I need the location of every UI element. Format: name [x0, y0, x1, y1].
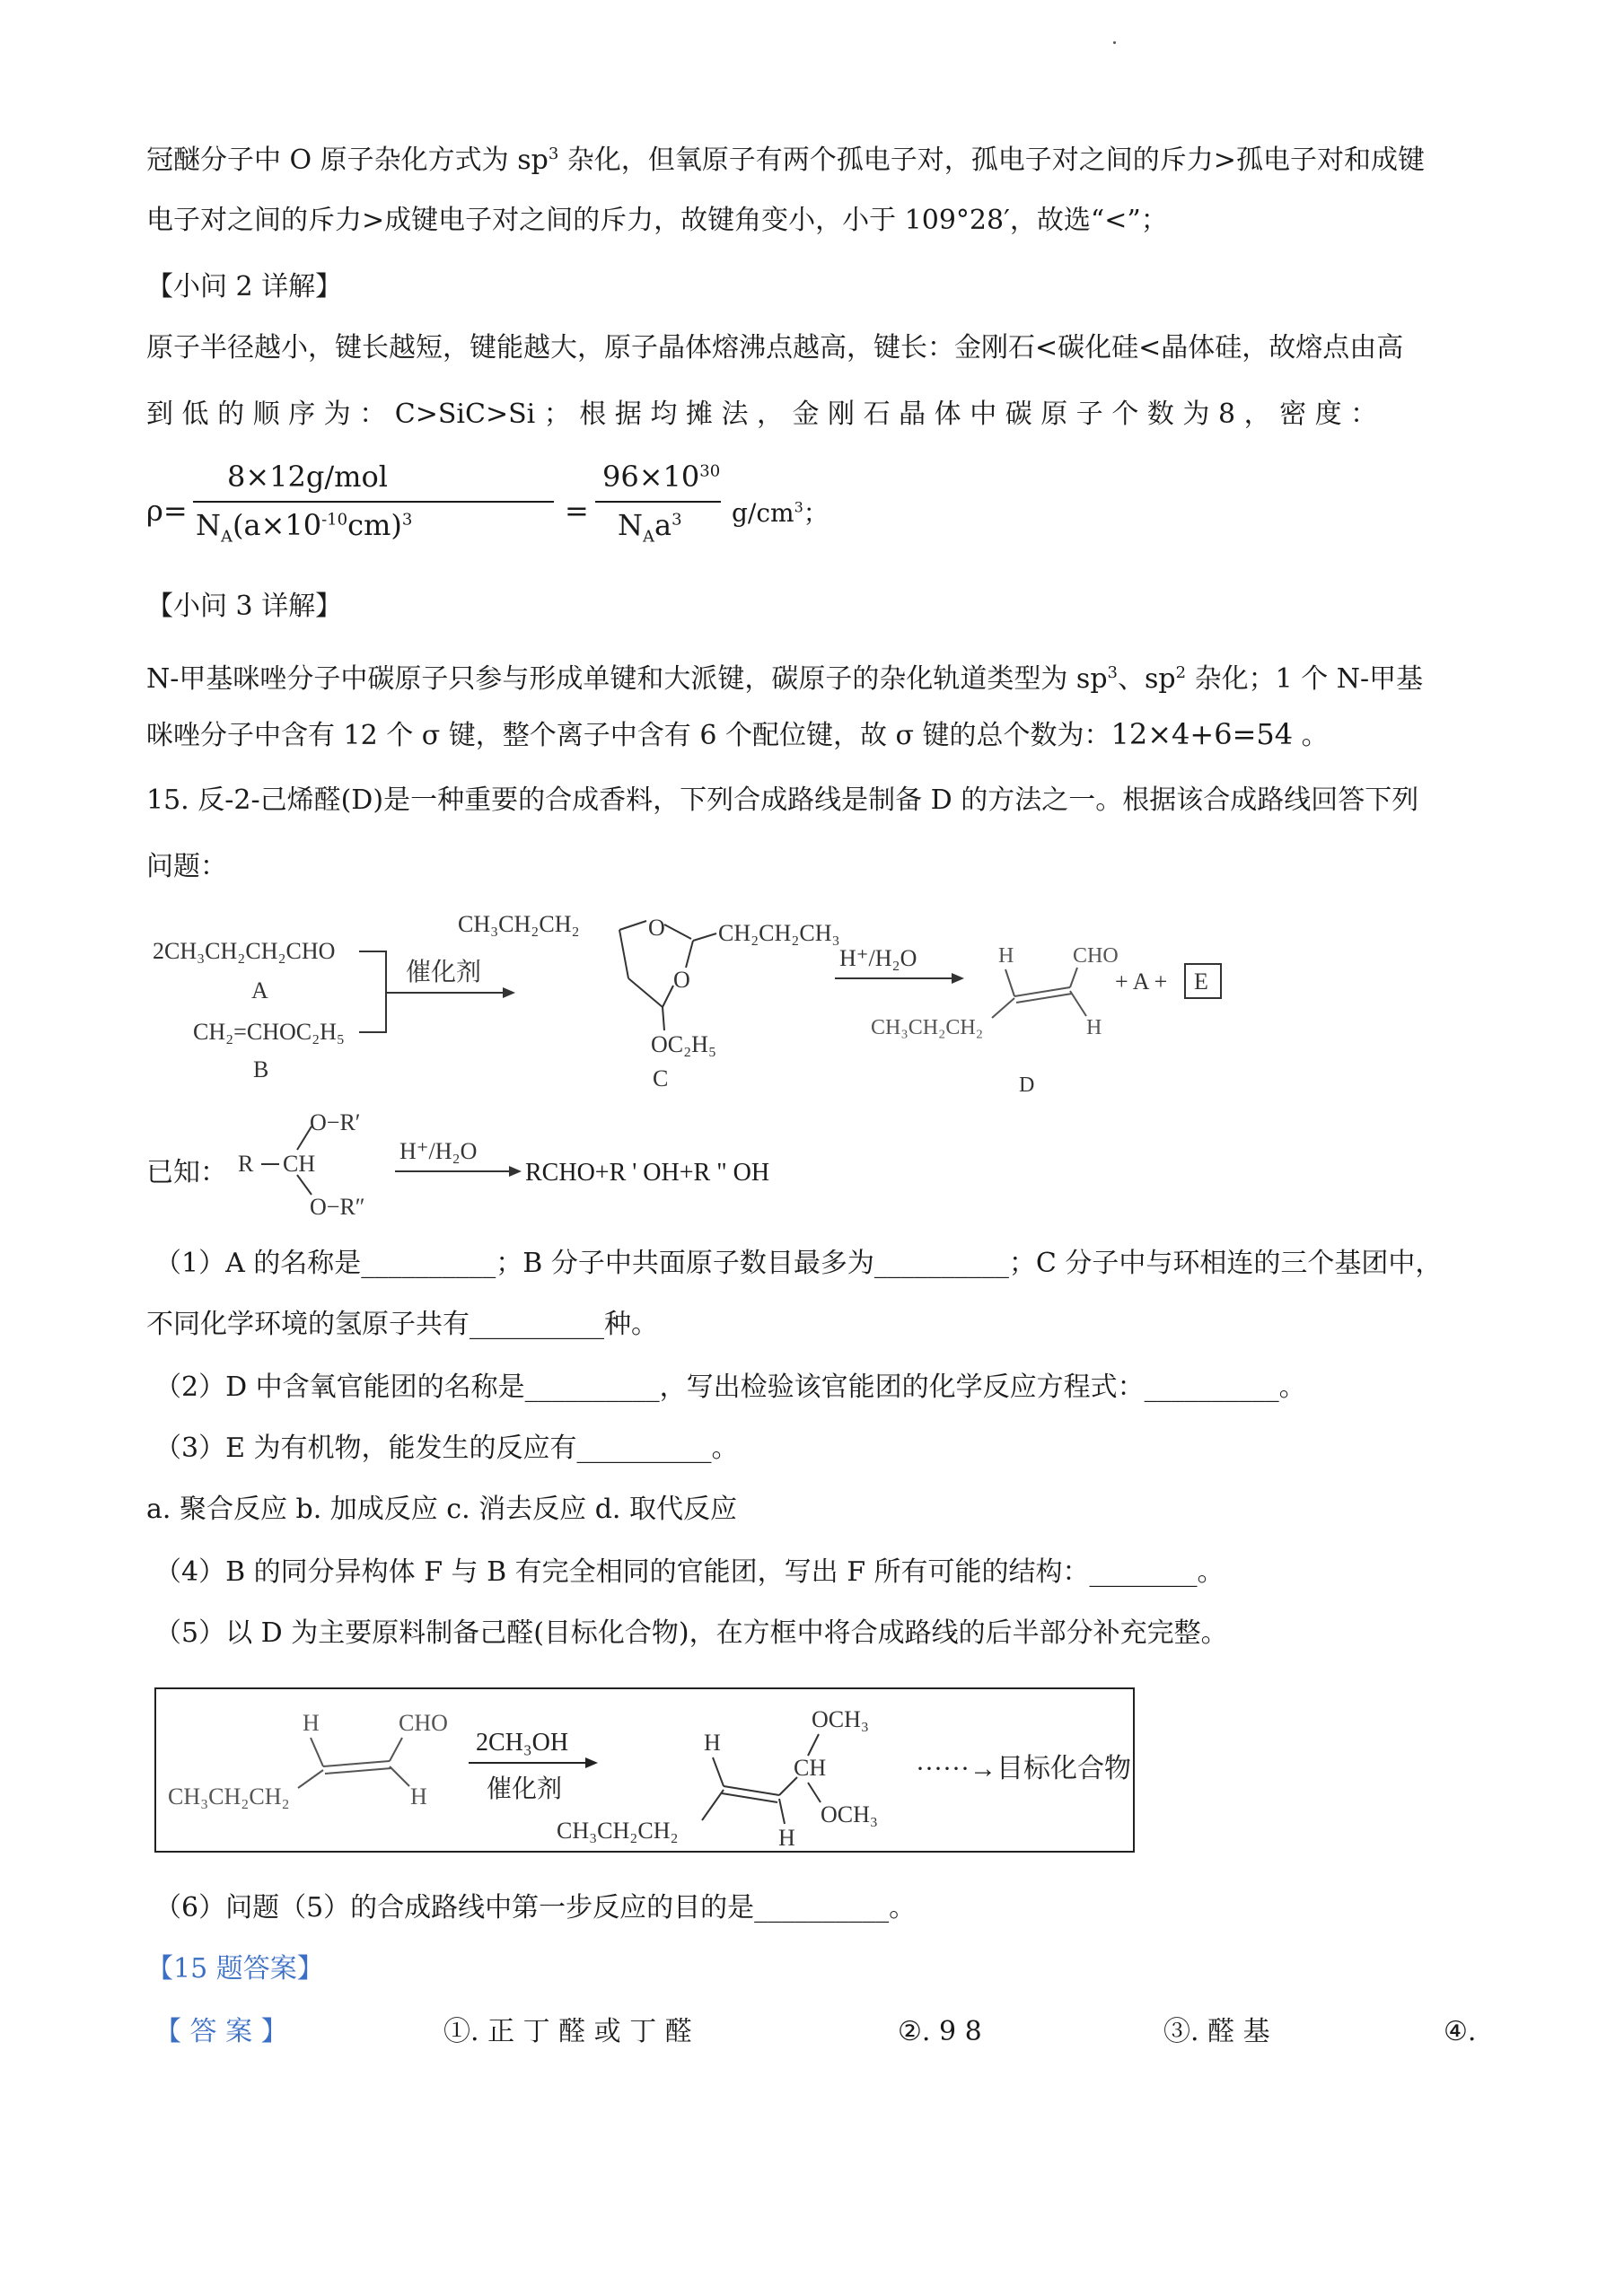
box-bond3	[390, 1766, 409, 1786]
known-label: 已知：	[146, 1157, 227, 1188]
arrow2-head	[952, 973, 964, 984]
known-arrow-label: H⁺/H₂O	[399, 1138, 478, 1164]
box-catalyst: 催化剂	[487, 1775, 563, 1803]
known-products: RCHO+R ' OH+R " OH	[525, 1159, 770, 1187]
frac1-den-end: cm)	[347, 508, 402, 542]
sec3-heading: 【小问 3 详解】	[146, 591, 343, 622]
box-arrow-head	[585, 1757, 598, 1768]
box-p-dbl2	[722, 1793, 777, 1802]
box-reagent: 2CH₃OH	[476, 1729, 569, 1757]
q5: （5）以 D 为主要原料制备己醛(目标化合物)，在方框中将合成路线的后半部分补充完整。	[154, 1617, 1228, 1649]
known-arrow-head	[509, 1166, 522, 1177]
box-p-bond1	[713, 1757, 724, 1786]
d-h2: H	[1086, 1016, 1102, 1039]
page-dot	[1113, 41, 1116, 44]
scheme-arrow2-label: H⁺/H₂O	[839, 945, 917, 971]
sec3-sup2: 2	[1175, 663, 1187, 682]
box-p-dbl1	[724, 1786, 779, 1795]
box-cho: CHO	[399, 1710, 448, 1736]
p1-line2: 电子对之间的斥力>成键电子对之间的斥力，故键角变小，小于 109°28′，故选“<”；	[146, 205, 1168, 236]
sec3-l1-c: 杂化；1 个 N-甲基	[1186, 663, 1424, 695]
q6: （6）问题（5）的合成路线中第一步反应的目的是__________。	[154, 1892, 917, 1924]
box-dbl2	[325, 1768, 391, 1774]
box-h2: H	[410, 1783, 427, 1810]
d-bond2	[1070, 968, 1077, 987]
p1-line1	[146, 135, 1425, 180]
unit-main: g/cm	[732, 498, 794, 528]
sec3-l2-c: 。	[1293, 720, 1329, 751]
box-dbl1	[323, 1761, 390, 1766]
sec3-sup1: 3	[1107, 663, 1118, 682]
d-h1: H	[998, 944, 1014, 968]
q1-line2: 不同化学环境的氢原子共有__________种。	[146, 1309, 658, 1340]
sec3-l1-b: 、sp	[1117, 663, 1176, 695]
d-bond4	[992, 998, 1014, 1018]
frac1-den	[196, 508, 412, 546]
sec2-heading: 【小问 2 详解】	[146, 271, 343, 302]
d-cho: CHO	[1073, 944, 1119, 968]
frac2-den	[618, 508, 682, 546]
unit-pow: 3	[794, 498, 803, 516]
rho: ρ=	[146, 494, 188, 528]
equals: =	[565, 494, 589, 528]
answer-heading: 【15 题答案】	[146, 1953, 324, 1985]
sec3-l1-a: N-甲基咪唑分子中碳原子只参与形成单键和大派键，碳原子的杂化轨道类型为 sp	[146, 663, 1108, 695]
arrow1-head	[503, 987, 515, 998]
box-p-chain: CH₃CH₂CH₂	[557, 1818, 679, 1844]
box-p-bond2	[779, 1777, 797, 1795]
q3-options: a. 聚合反应 b. 加成反应 c. 消去反应 d. 取代反应	[146, 1494, 737, 1525]
d-label: D	[1019, 1074, 1035, 1097]
box-bond2	[390, 1738, 402, 1761]
e-box-label: E	[1194, 968, 1208, 995]
q15-line2: 问题：	[146, 851, 227, 882]
answer-3: ③. 醛 基	[1163, 2016, 1270, 2047]
c-bond6	[619, 930, 628, 978]
frac2-den-pow: 3	[672, 510, 682, 530]
c-bond5	[628, 978, 663, 1007]
scheme-a-label: A	[251, 977, 268, 1003]
scheme-catalyst: 催化剂	[406, 959, 482, 986]
box-p-h2: H	[778, 1825, 795, 1851]
sp3-sup: 3	[548, 145, 559, 163]
c-bond4	[663, 986, 673, 1007]
frac1-den-n: N	[196, 508, 221, 542]
q1-line1: （1）A 的名称是__________；B 分子中共面原子数目最多为__________；C 分子中与环相连的三个基团中，	[154, 1248, 1443, 1279]
known-or1: O−R′	[310, 1109, 361, 1135]
q4: （4）B 的同分异构体 F 与 B 有完全相同的官能团，写出 F 所有可能的结构：________。	[154, 1556, 1225, 1588]
c-o1: O	[648, 915, 665, 941]
d-chain: CH₃CH₂CH₂	[871, 1016, 984, 1039]
box-p-bond6	[808, 1783, 821, 1802]
scheme-b-label: B	[253, 1056, 269, 1082]
c-bond8	[663, 1007, 664, 1030]
known-reaction	[229, 1100, 857, 1225]
frac2-bar	[595, 501, 721, 503]
frac1-den-pow: 3	[401, 510, 413, 530]
box-p-ch: CH	[794, 1755, 827, 1781]
box-p-bond3	[779, 1799, 785, 1824]
frac2-den-sub: A	[643, 527, 654, 547]
sec3-line2	[146, 714, 1329, 756]
bracket	[359, 951, 386, 1032]
box-h1: H	[303, 1710, 320, 1736]
c-bond1	[619, 921, 646, 930]
c-bond7	[693, 933, 716, 941]
box-chain: CH₃CH₂CH₂	[168, 1783, 290, 1810]
density-formula	[146, 460, 829, 558]
q3: （3）E 为有机物，能发生的反应有__________。	[154, 1433, 739, 1464]
sec3-line1	[146, 653, 1423, 699]
box-target: ······→目标化合物	[916, 1754, 1131, 1783]
c-o2: O	[673, 967, 690, 993]
known-bond-up	[297, 1126, 312, 1150]
box-bond4	[298, 1770, 323, 1788]
c-right: CH₂CH₂CH₃	[718, 920, 840, 946]
frac2-den-n: N	[618, 508, 643, 542]
frac2-num-main: 96×10	[602, 460, 700, 494]
c-label: C	[653, 1065, 669, 1091]
frac2-num-exp: 30	[699, 461, 721, 481]
box-p-h1: H	[704, 1730, 721, 1756]
p1-line1-a: 冠醚分子中 O 原子杂化方式为 sp	[146, 145, 549, 176]
scheme-a-formula: 2CH₃CH₂CH₂CHO	[153, 938, 336, 964]
box-p-och3-1: OCH₃	[812, 1706, 869, 1732]
frac1-den-exp: -10	[321, 510, 348, 530]
c-bond2	[664, 925, 691, 939]
q15-line1: 15. 反-2-己烯醛(D)是一种重要的合成香料，下列合成路线是制备 D 的方法之一。根据该合成路线回答下列	[146, 784, 1419, 816]
known-or2: O−R″	[310, 1194, 365, 1220]
known-ch: CH	[283, 1151, 316, 1177]
d-bond1	[1005, 969, 1014, 996]
sec2-line1: 原子半径越小，键长越短，键能越大，原子晶体熔沸点越高，键长：金刚石<碳化硅<晶体硅，故熔点由高	[146, 332, 1404, 364]
answer-4: ④.	[1444, 2016, 1477, 2047]
sec2-line2: 到 低 的 顺 序 为 ： C>SiC>Si ； 根 据 均 摊 法 ， 金 刚 石 晶 体 中 碳 原 子 个 数 为 8 ， 密 度 ：	[146, 399, 1378, 430]
sec3-l2-a: 咪唑分子中含有 12 个 σ 键，整个离子中含有 6 个配位键，故 σ 键的总个数为：	[146, 720, 1111, 751]
scheme-b-formula: CH₂=CHOC₂H₅	[193, 1019, 345, 1045]
box-bond1	[311, 1738, 323, 1766]
box-p-bond4	[702, 1790, 724, 1820]
q2: （2）D 中含氧官能团的名称是__________，写出检验该官能团的化学反应方程式：__________。	[154, 1371, 1306, 1403]
frac1-bar	[193, 501, 554, 503]
p1-line1-b: 杂化，但氧原子有两个孤电子对，孤电子对之间的斥力>孤电子对和成键	[558, 145, 1425, 176]
box-scheme	[154, 1687, 1135, 1853]
frac1-num: 8×12g/mol	[227, 460, 388, 494]
known-bond-down	[297, 1175, 312, 1195]
c-sub: OC₂H₅	[651, 1031, 717, 1057]
c-left: CH₃CH₂CH₂	[458, 911, 580, 937]
known-r: R	[238, 1151, 254, 1177]
box-p-och3-2: OCH₃	[821, 1801, 878, 1827]
frac2-den-rest: a	[654, 508, 672, 542]
box-p-bond5	[808, 1734, 819, 1756]
reaction-scheme	[144, 898, 1311, 1104]
c-bond3	[686, 941, 693, 968]
answer-1: ①. 正 丁 醛 或 丁 醛	[443, 2016, 692, 2047]
frac1-den-rest: (a×10	[233, 508, 322, 542]
scheme-plus-a: + A +	[1115, 968, 1168, 995]
unit-end: ；	[803, 498, 829, 528]
sigma-total-eq: 12×4+6=54	[1110, 717, 1294, 751]
frac2-num	[602, 460, 720, 494]
d-bond3	[1070, 991, 1086, 1016]
frac1-den-sub: A	[221, 527, 233, 547]
answer-2: ②. 9 8	[898, 2016, 982, 2047]
answer-label: 【 答 案 】	[154, 2016, 288, 2047]
density-unit	[732, 494, 829, 530]
